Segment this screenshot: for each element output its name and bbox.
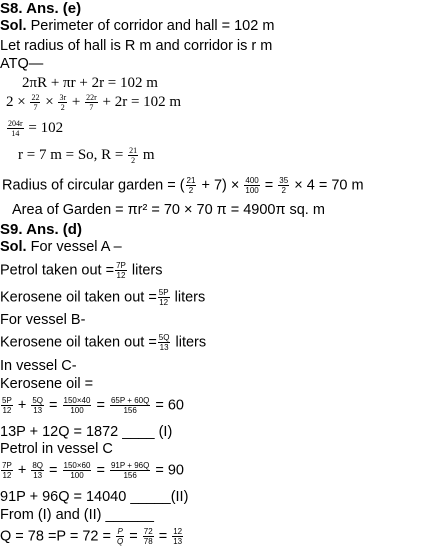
eq-I-blank: ____ <box>122 424 155 440</box>
eq2-frac2-den: 2 <box>60 103 65 112</box>
kero-eq-frac2-den: 13 <box>33 406 43 415</box>
final-frac2-den: 78 <box>143 537 153 546</box>
petrol-eq-eq2: = <box>96 462 105 479</box>
final-frac3-den: 13 <box>173 537 183 546</box>
petrol-taken-lead: Petrol taken out = <box>0 262 115 279</box>
s9-vessel-a <box>0 239 122 256</box>
petrol-eq-plus: + <box>17 462 27 479</box>
s9-vessel-b: For vessel B- <box>0 312 86 328</box>
s8-eq5 <box>2 176 364 195</box>
eq4-num: 21 <box>129 146 138 155</box>
eq2-frac1-den: 7 <box>33 103 38 112</box>
eq5-frac2 <box>244 176 259 195</box>
s9-kero-eq <box>0 396 184 415</box>
petrol-eq-frac3-num: 150×60 <box>63 461 91 470</box>
eq3-den: 14 <box>11 129 20 138</box>
kero-b-lead: Kerosene oil taken out = <box>0 334 157 351</box>
s9-vessel-c: In vessel C- <box>0 358 77 374</box>
kero-eq-frac4-num: 65P + 60Q <box>110 396 150 405</box>
kero-eq-frac3 <box>63 396 92 415</box>
final-frac3-num: 12 <box>173 527 183 536</box>
petrol-eq-tail: = 90 <box>155 462 184 479</box>
final-frac2-num: 72 <box>143 527 153 536</box>
eq5-frac1 <box>186 176 197 195</box>
s9-kero-oil: Kerosene oil = <box>0 376 94 392</box>
kero-eq-frac3-den: 100 <box>70 406 84 415</box>
final-lead: Q = 78 =P = 72 = <box>0 528 111 545</box>
petrol-taken-num: 7P <box>116 261 126 270</box>
eq2-tail: + 2r = 102 m <box>102 93 182 110</box>
petrol-eq-frac2-num: 8Q <box>32 461 43 470</box>
s9-final <box>0 527 184 546</box>
s9-sol-label: Sol. <box>0 239 27 255</box>
kero-b-den: 13 <box>159 343 169 352</box>
s9-from-line <box>0 507 154 524</box>
eq4-lead: r = 7 m = So, R = <box>18 146 124 163</box>
kero-eq-frac1-den: 12 <box>2 406 12 415</box>
eq2-frac1 <box>30 93 40 112</box>
s9-petrol-c: Petrol in vessel C <box>0 441 113 457</box>
petrol-eq-frac4 <box>110 461 150 480</box>
s8-sol-label: Sol. <box>0 18 27 34</box>
final-frac3 <box>172 527 183 546</box>
s8-line2: Let radius of hall is R m and corridor is r m <box>0 38 273 54</box>
petrol-taken-den: 12 <box>116 271 126 280</box>
kero-a-tail: liters <box>174 289 206 306</box>
kero-eq-frac4 <box>110 396 150 415</box>
kero-a-frac <box>158 288 170 307</box>
kero-a-num: 5P <box>158 288 169 297</box>
kero-eq-eq1: = <box>49 397 58 414</box>
eq-II-tag: (II) <box>170 489 189 505</box>
from-line-text: From (I) and (II) <box>0 507 102 523</box>
kero-eq-frac1 <box>1 396 13 415</box>
eq4-tail: m <box>142 146 155 163</box>
s8-eq2 <box>6 93 181 112</box>
eq2-frac1-num: 22 <box>31 93 40 102</box>
petrol-eq-frac1-num: 7P <box>2 461 12 470</box>
petrol-taken-tail: liters <box>131 262 163 279</box>
eq5-frac3-num: 35 <box>279 176 289 185</box>
s8-heading: S8. Ans. (e) <box>0 0 82 17</box>
eq3-tail: = 102 <box>28 119 64 136</box>
eq4-frac <box>128 146 138 165</box>
eq5-mid1: + 7) × <box>201 177 240 194</box>
kero-eq-tail: = 60 <box>155 397 184 414</box>
eq2-frac2-num: 3r <box>59 93 67 102</box>
s8-eq4 <box>18 146 155 165</box>
eq3-frac <box>7 119 24 138</box>
petrol-eq-eq1: = <box>49 462 58 479</box>
s8-eq1: 2πR + πr + 2r = 102 m <box>22 75 158 91</box>
s8-line1-text: Perimeter of corridor and hall = 102 m <box>30 18 275 34</box>
petrol-eq-frac3 <box>63 461 92 480</box>
eq5-frac2-num: 400 <box>245 176 259 185</box>
kero-a-den: 12 <box>159 298 169 307</box>
s9-eq-II <box>0 489 188 506</box>
s8-line3: ATQ— <box>0 56 44 72</box>
kero-eq-frac1-num: 5P <box>2 396 12 405</box>
kero-a-lead: Kerosene oil taken out = <box>0 289 157 306</box>
s9-kero-taken-b <box>0 333 206 352</box>
petrol-eq-frac4-den: 156 <box>123 471 137 480</box>
final-frac1-den: Q <box>117 537 124 546</box>
kero-b-num: 5Q <box>158 333 170 342</box>
eq-I-tag: (I) <box>158 424 173 440</box>
final-frac2 <box>143 527 154 546</box>
kero-eq-plus: + <box>17 397 27 414</box>
s9-eq-I <box>0 424 172 441</box>
kero-b-tail: liters <box>175 334 207 351</box>
eq4-den: 2 <box>131 156 136 165</box>
kero-eq-frac3-num: 150×40 <box>63 396 91 405</box>
eq5-frac1-num: 21 <box>186 176 196 185</box>
eq5-frac3-den: 2 <box>281 186 286 195</box>
kero-eq-frac2-num: 5Q <box>32 396 43 405</box>
s9-petrol-eq <box>0 461 184 480</box>
s9-vessel-a-text: For vessel A – <box>30 239 122 255</box>
eq2-frac3 <box>85 93 98 112</box>
eq3-num: 204r <box>8 119 23 128</box>
final-frac1 <box>116 527 124 546</box>
eq5-frac1-den: 2 <box>188 186 194 195</box>
eq-I-text: 13P + 12Q = 1872 <box>0 424 119 440</box>
petrol-eq-frac3-den: 100 <box>70 471 84 480</box>
eq5-frac3 <box>278 176 289 195</box>
s9-heading: S9. Ans. (d) <box>0 221 82 238</box>
final-eq2: = <box>158 528 168 545</box>
eq2-frac3-den: 7 <box>89 103 94 112</box>
eq2-frac2 <box>58 93 67 112</box>
kero-eq-frac4-den: 156 <box>123 406 137 415</box>
final-eq1: = <box>129 528 138 545</box>
eq5-mid2: = <box>264 177 274 194</box>
eq2-times: × <box>45 93 54 110</box>
final-frac1-num: P <box>117 527 123 536</box>
s8-eq3 <box>6 119 63 138</box>
s8-line1 <box>0 18 274 35</box>
petrol-eq-frac2 <box>31 461 44 480</box>
eq5-lead: Radius of circular garden = ( <box>2 177 185 194</box>
petrol-taken-frac <box>115 261 127 280</box>
eq2-plus: + <box>71 93 81 110</box>
petrol-eq-frac1 <box>1 461 13 480</box>
kero-b-frac <box>158 333 171 352</box>
s8-eq6: Area of Garden = πr² = 70 × 70 π = 4900π sq. m <box>12 202 325 218</box>
eq5-frac2-den: 100 <box>245 186 259 195</box>
eq2-lead: 2 × <box>6 93 26 110</box>
petrol-eq-frac2-den: 13 <box>33 471 43 480</box>
s9-kero-taken-a <box>0 288 205 307</box>
from-line-blank: ______ <box>105 507 154 523</box>
petrol-eq-frac1-den: 12 <box>2 471 12 480</box>
kero-eq-frac2 <box>31 396 44 415</box>
eq-II-blank: _____ <box>130 489 171 505</box>
s9-petrol-taken <box>0 261 163 280</box>
eq5-tail: × 4 = 70 m <box>294 177 364 194</box>
eq2-frac3-num: 22r <box>86 93 97 102</box>
kero-eq-eq2: = <box>96 397 105 414</box>
eq-II-text: 91P + 96Q = 14040 <box>0 489 127 505</box>
petrol-eq-frac4-num: 91P + 96Q <box>110 461 150 470</box>
